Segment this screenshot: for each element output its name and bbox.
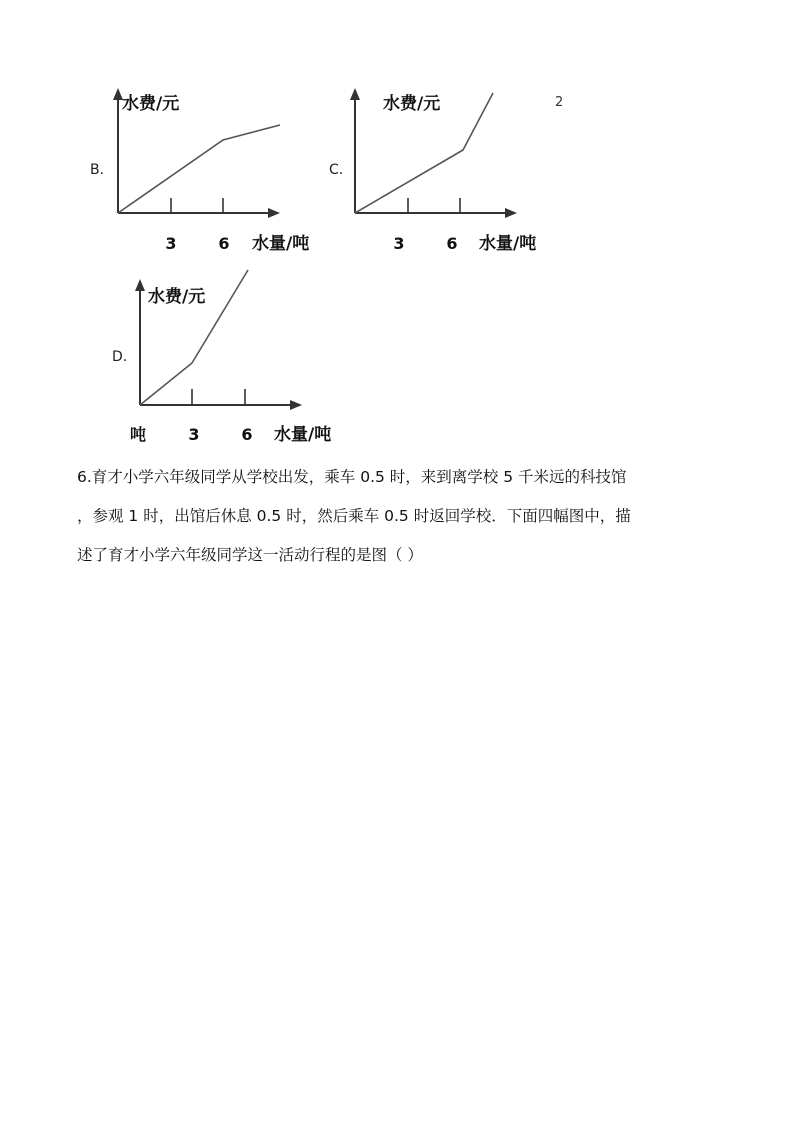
question-line-2: ，参观 1 时，出馆后休息 0.5 时，然后乘车 0.5 时返回学校．下面四幅图中，描 (77, 507, 631, 525)
price-line (118, 125, 280, 213)
y-axis-label: 水费/元 (148, 287, 206, 307)
question-line-3: 述了育才小学六年级同学这一活动行程的是图（ ） (77, 546, 423, 564)
tick-label-3: 3 (188, 425, 200, 444)
x-axis-label: 水量/吨 (252, 234, 310, 254)
y-axis-arrow (135, 279, 145, 291)
graph-option-b (100, 85, 330, 260)
option-b-label: B. (90, 162, 105, 178)
y-axis-arrow (350, 88, 360, 100)
x-axis-arrow (505, 208, 517, 218)
option-c-label: C. (329, 162, 344, 178)
question-6 (77, 458, 722, 575)
tick-label-3: 3 (393, 234, 405, 253)
x-axis-label: 水量/吨 (479, 234, 537, 254)
tick-label-6: 6 (446, 234, 458, 253)
tick-label-6: 6 (241, 425, 253, 444)
x-axis-label: 水量/吨 (274, 425, 332, 445)
x-axis-arrow (268, 208, 280, 218)
cropped-stray-char: 吨 (130, 425, 147, 444)
graph-option-c (337, 85, 567, 260)
x-axis-arrow (290, 400, 302, 410)
option-d-label: D. (112, 349, 128, 365)
graph-option-d (122, 270, 352, 448)
tick-label-3: 3 (165, 234, 177, 253)
y-axis-label: 水费/元 (122, 94, 180, 114)
y-axis-label: 水费/元 (383, 94, 441, 114)
tick-label-6: 6 (218, 234, 230, 253)
cropped-stray-mark: 2 (555, 95, 564, 110)
question-line-1: 6.育才小学六年级同学从学校出发，乘车 0.5 时，来到离学校 5 千米远的科技馆 (77, 468, 627, 486)
